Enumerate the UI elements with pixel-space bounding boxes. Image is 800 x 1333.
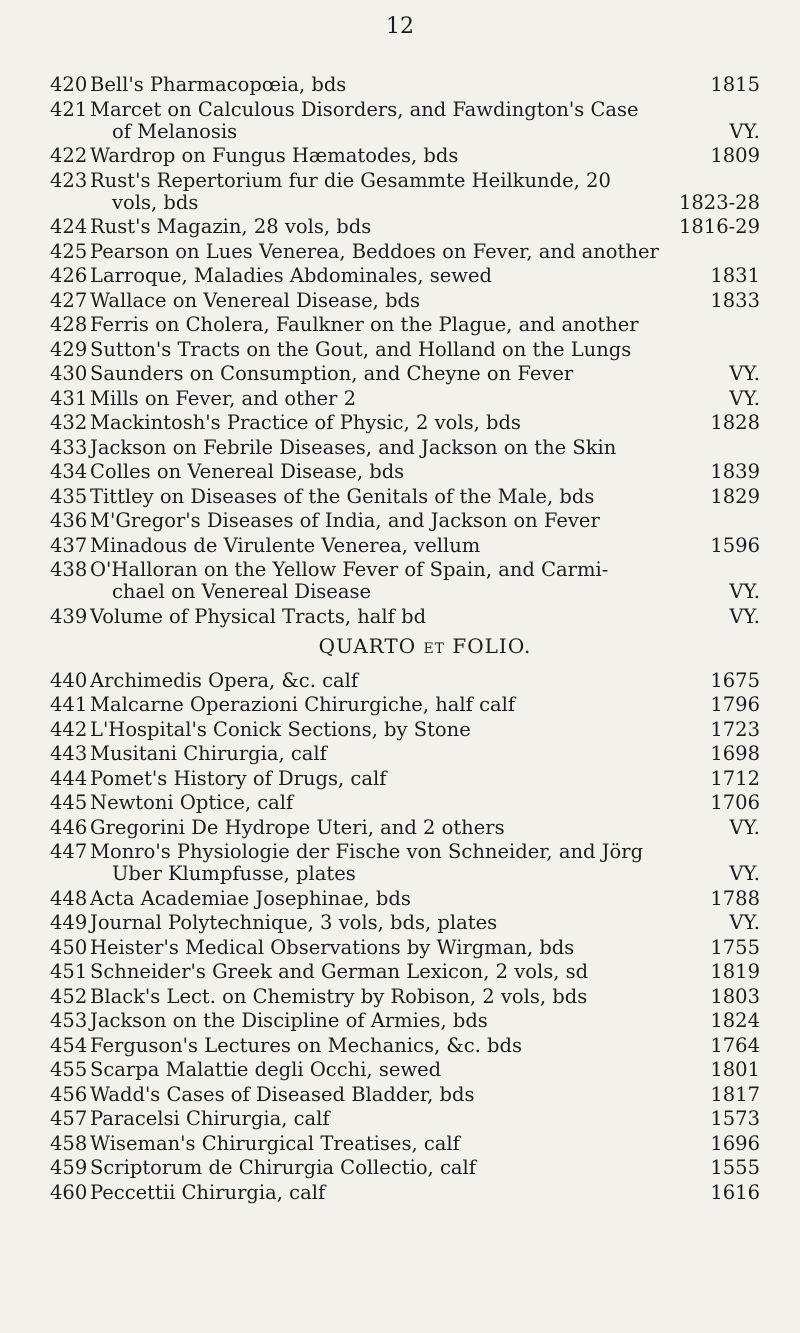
lot-number: 425: [50, 239, 88, 263]
catalog-entry: [50, 1059, 760, 1081]
lot-number: 434: [50, 460, 88, 483]
entry-body: [90, 912, 760, 934]
catalog-entry: [50, 961, 760, 983]
heading-main: QUARTO: [318, 633, 417, 658]
entry-body: [90, 961, 760, 983]
lot-number: 451: [50, 960, 88, 983]
lot-number: 436: [50, 509, 88, 532]
entry-date: 1723: [710, 717, 760, 741]
entry-date: 1833: [710, 288, 760, 312]
entry-date: 1555: [710, 1156, 760, 1179]
catalog-entry: [50, 1084, 760, 1106]
entry-title: Malcarne Operazioni Chirurgiche, half calf: [90, 693, 516, 716]
section-heading-quarto-folio: [50, 634, 760, 658]
entry-body: [90, 510, 760, 532]
entry-title: Wallace on Venereal Disease, bds: [90, 288, 421, 312]
entry-date: 1696: [710, 1131, 760, 1155]
lot-number: 420: [50, 73, 88, 96]
entry-date: 1764: [710, 1033, 760, 1057]
lot-number: 454: [50, 1033, 88, 1057]
lot-number: 432: [50, 411, 88, 434]
entry-continuation: [90, 581, 760, 603]
catalog-entry: [50, 510, 760, 532]
lot-number: 448: [50, 886, 88, 910]
quarto-entries: [50, 670, 760, 1204]
entry-title: Saunders on Consumption, and Cheyne on Fever: [90, 362, 574, 385]
heading-et: ET: [423, 640, 446, 657]
entry-date: VY.: [729, 604, 760, 628]
entry-date: 1698: [710, 742, 760, 765]
lot-number: 435: [50, 484, 88, 508]
entry-continuation-text: of Melanosis: [112, 119, 238, 143]
entry-body: [90, 535, 760, 557]
entry-title: Heister's Medical Observations by Wirgman, bds: [90, 935, 575, 959]
entry-title: Scriptorum de Chirurgia Collectio, calf: [90, 1156, 476, 1179]
entry-date: VY.: [729, 815, 760, 839]
entry-title: Schneider's Greek and German Lexicon, 2 vols, sd: [90, 960, 589, 983]
lot-number: 424: [50, 215, 88, 238]
entry-title: Journal Polytechnique, 3 vols, bds, plates: [90, 911, 498, 934]
page-number: 12: [386, 14, 414, 39]
entry-body: [90, 694, 760, 716]
entry-body: [90, 986, 760, 1008]
catalog-entry: [50, 670, 760, 692]
lot-number: 428: [50, 313, 88, 336]
entry-body: [90, 74, 760, 96]
catalog-entry: [50, 1108, 760, 1130]
entry-title: Wadd's Cases of Diseased Bladder, bds: [90, 1082, 475, 1106]
entry-title: Rust's Repertorium fur die Gesammte Heilkunde, 20: [90, 168, 611, 192]
lot-number: 442: [50, 717, 88, 741]
entry-date: 1803: [710, 984, 760, 1008]
lot-number: 441: [50, 693, 88, 716]
entry-body: [90, 145, 760, 167]
catalog-entry: [50, 743, 760, 765]
entry-continuation: [90, 121, 760, 143]
octavo-entries: [50, 74, 760, 628]
entry-date: 1816-29: [678, 215, 760, 238]
entry-title: Volume of Physical Tracts, half bd: [90, 604, 427, 628]
entry-date: VY.: [729, 119, 760, 143]
catalog-entry: [50, 74, 760, 96]
entry-title: Peccettii Chirurgia, calf: [90, 1180, 326, 1204]
entry-body: [90, 486, 760, 508]
entry-body: [90, 437, 760, 459]
catalog-entry: [50, 339, 760, 361]
entry-body: [90, 339, 760, 361]
lot-number: 445: [50, 791, 88, 814]
catalog-entry: [50, 1157, 760, 1179]
lot-number: 431: [50, 386, 88, 410]
lot-number: 426: [50, 264, 88, 287]
entry-date: 1675: [710, 668, 760, 692]
heading-end: FOLIO.: [452, 633, 532, 658]
entry-date: 1573: [710, 1107, 760, 1130]
entry-body: [90, 792, 760, 814]
entry-title: Scarpa Malattie degli Occhi, sewed: [90, 1058, 442, 1081]
lot-number: 457: [50, 1107, 88, 1130]
entry-continuation-text: chael on Venereal Disease: [112, 580, 372, 603]
entry-body: [90, 388, 760, 410]
entry-title: Minadous de Virulente Venerea, vellum: [90, 533, 481, 557]
lot-number: 447: [50, 840, 88, 863]
entry-title: Ferguson's Lectures on Mechanics, &c. bds: [90, 1033, 522, 1057]
entry-body: [90, 170, 760, 214]
lot-number: 429: [50, 337, 88, 361]
catalog-entry: [50, 937, 760, 959]
lot-number: 449: [50, 911, 88, 934]
entry-date: 1819: [710, 960, 760, 983]
entry-body: [90, 461, 760, 483]
entry-title: Mills on Fever, and other 2: [90, 386, 356, 410]
entry-title: Black's Lect. on Chemistry by Robison, 2 vols, bds: [90, 984, 588, 1008]
lot-number: 452: [50, 984, 88, 1008]
entry-date: 1824: [710, 1009, 760, 1032]
catalog-entry: [50, 265, 760, 287]
entry-title: Ferris on Cholera, Faulkner on the Plague, and another: [90, 313, 639, 336]
entry-date: 1712: [710, 766, 760, 790]
lot-number: 453: [50, 1009, 88, 1032]
catalog-entry: [50, 719, 760, 741]
entry-date: 1815: [710, 73, 760, 96]
entry-continuation: [90, 192, 760, 214]
entry-title: L'Hospital's Conick Sections, by Stone: [90, 717, 471, 741]
entry-date: VY.: [729, 362, 760, 385]
catalog-entry: [50, 559, 760, 603]
entry-body: [90, 1084, 760, 1106]
catalog-entry: [50, 290, 760, 312]
entry-continuation-text: vols, bds: [112, 190, 199, 214]
catalog-entry: [50, 792, 760, 814]
lot-number: 444: [50, 766, 88, 790]
entry-title: Rust's Magazin, 28 vols, bds: [90, 215, 372, 238]
lot-number: 423: [50, 168, 88, 192]
catalog-entry: [50, 694, 760, 716]
entry-body: [90, 265, 760, 287]
entry-body: [90, 937, 760, 959]
catalog-entry: [50, 99, 760, 143]
catalog-entry: [50, 314, 760, 336]
catalog-entry: [50, 1010, 760, 1032]
entry-title: Wiseman's Chirurgical Treatises, calf: [90, 1131, 460, 1155]
lot-number: 458: [50, 1131, 88, 1155]
catalog-entry: [50, 535, 760, 557]
catalog-entry: [50, 216, 760, 238]
entry-body: [90, 1133, 760, 1155]
entry-title: Newtoni Optice, calf: [90, 791, 294, 814]
lot-number: 438: [50, 558, 88, 581]
lot-number: 421: [50, 97, 88, 121]
entry-body: [90, 314, 760, 336]
entry-body: [90, 841, 760, 885]
entry-continuation: [90, 863, 760, 885]
catalog-entry: [50, 170, 760, 214]
entry-body: [90, 290, 760, 312]
entry-title: Colles on Venereal Disease, bds: [90, 460, 405, 483]
catalog-entry: [50, 606, 760, 628]
catalog-entry: [50, 986, 760, 1008]
entry-title: Wardrop on Fungus Hæmatodes, bds: [90, 144, 459, 167]
entry-date: 1817: [710, 1082, 760, 1106]
lot-number: 455: [50, 1058, 88, 1081]
entry-body: [90, 1010, 760, 1032]
catalog-entry: [50, 145, 760, 167]
entry-body: [90, 768, 760, 790]
entry-title: O'Halloran on the Yellow Fever of Spain, and Carmi-: [90, 558, 609, 581]
entry-body: [90, 888, 760, 910]
entry-date: 1831: [710, 264, 760, 287]
lot-number: 437: [50, 533, 88, 557]
lot-number: 460: [50, 1180, 88, 1204]
entry-title: Archimedis Opera, &c. calf: [90, 668, 359, 692]
entry-continuation-text: Uber Klumpfusse, plates: [112, 862, 356, 885]
entry-title: Marcet on Calculous Disorders, and Fawdington's Case: [90, 97, 639, 121]
entry-date: 1616: [710, 1180, 760, 1204]
catalog-entry: [50, 1133, 760, 1155]
entry-date: 1809: [710, 144, 760, 167]
lot-number: 456: [50, 1082, 88, 1106]
entry-date: 1755: [710, 935, 760, 959]
entry-title: Larroque, Maladies Abdominales, sewed: [90, 264, 492, 287]
catalog-entry: [50, 1035, 760, 1057]
entry-date: 1823-28: [678, 190, 760, 214]
lot-number: 446: [50, 815, 88, 839]
entry-date: 1706: [710, 791, 760, 814]
entry-title: Acta Academiae Josephinae, bds: [90, 886, 411, 910]
catalog-entry: [50, 363, 760, 385]
catalog-entry: [50, 888, 760, 910]
entry-body: [90, 719, 760, 741]
entry-title: Bell's Pharmacopœia, bds: [90, 73, 347, 96]
entry-body: [90, 1035, 760, 1057]
entry-date: VY.: [729, 386, 760, 410]
entry-date: 1796: [710, 693, 760, 716]
entry-body: [90, 559, 760, 603]
catalog-entry: [50, 841, 760, 885]
entry-title: Paracelsi Chirurgia, calf: [90, 1107, 330, 1130]
catalog-entry: [50, 486, 760, 508]
catalog-entry: [50, 817, 760, 839]
entry-body: [90, 1059, 760, 1081]
lot-number: 439: [50, 604, 88, 628]
entry-body: [90, 1182, 760, 1204]
catalog-list: [50, 74, 760, 1206]
lot-number: 430: [50, 362, 88, 385]
entry-body: [90, 216, 760, 238]
entry-title: Gregorini De Hydrope Uteri, and 2 others: [90, 815, 505, 839]
entry-body: [90, 412, 760, 434]
entry-date: 1596: [710, 533, 760, 557]
entry-body: [90, 99, 760, 143]
entry-title: Sutton's Tracts on the Gout, and Holland on the Lungs: [90, 337, 632, 361]
entry-body: [90, 241, 760, 263]
entry-title: Pearson on Lues Venerea, Beddoes on Fever, and another: [90, 239, 659, 263]
entry-body: [90, 606, 760, 628]
entry-body: [90, 363, 760, 385]
catalog-entry: [50, 461, 760, 483]
entry-title: Jackson on Febrile Diseases, and Jackson on the Skin: [90, 435, 617, 459]
lot-number: 443: [50, 742, 88, 765]
catalog-entry: [50, 768, 760, 790]
catalog-entry: [50, 437, 760, 459]
entry-date: VY.: [729, 580, 760, 603]
entry-body: [90, 817, 760, 839]
catalog-entry: [50, 912, 760, 934]
entry-title: Monro's Physiologie der Fische von Schneider, and Jörg: [90, 840, 644, 863]
lot-number: 450: [50, 935, 88, 959]
entry-title: Mackintosh's Practice of Physic, 2 vols, bds: [90, 411, 521, 434]
lot-number: 422: [50, 144, 88, 167]
entry-date: 1839: [710, 460, 760, 483]
entry-body: [90, 670, 760, 692]
entry-title: Pomet's History of Drugs, calf: [90, 766, 387, 790]
entry-date: 1829: [710, 484, 760, 508]
entry-date: VY.: [729, 911, 760, 934]
entry-date: VY.: [729, 862, 760, 885]
catalog-entry: [50, 412, 760, 434]
entry-title: M'Gregor's Diseases of India, and Jackson on Fever: [90, 509, 600, 532]
entry-title: Tittley on Diseases of the Genitals of the Male, bds: [90, 484, 595, 508]
lot-number: 440: [50, 668, 88, 692]
entry-title: Jackson on the Discipline of Armies, bds: [90, 1009, 488, 1032]
entry-body: [90, 1108, 760, 1130]
catalog-entry: [50, 388, 760, 410]
lot-number: 459: [50, 1156, 88, 1179]
entry-date: 1801: [710, 1058, 760, 1081]
entry-title: Musitani Chirurgia, calf: [90, 742, 327, 765]
entry-body: [90, 743, 760, 765]
entry-date: 1788: [710, 886, 760, 910]
lot-number: 433: [50, 435, 88, 459]
lot-number: 427: [50, 288, 88, 312]
entry-date: 1828: [710, 411, 760, 434]
catalog-entry: [50, 1182, 760, 1204]
catalog-entry: [50, 241, 760, 263]
entry-body: [90, 1157, 760, 1179]
